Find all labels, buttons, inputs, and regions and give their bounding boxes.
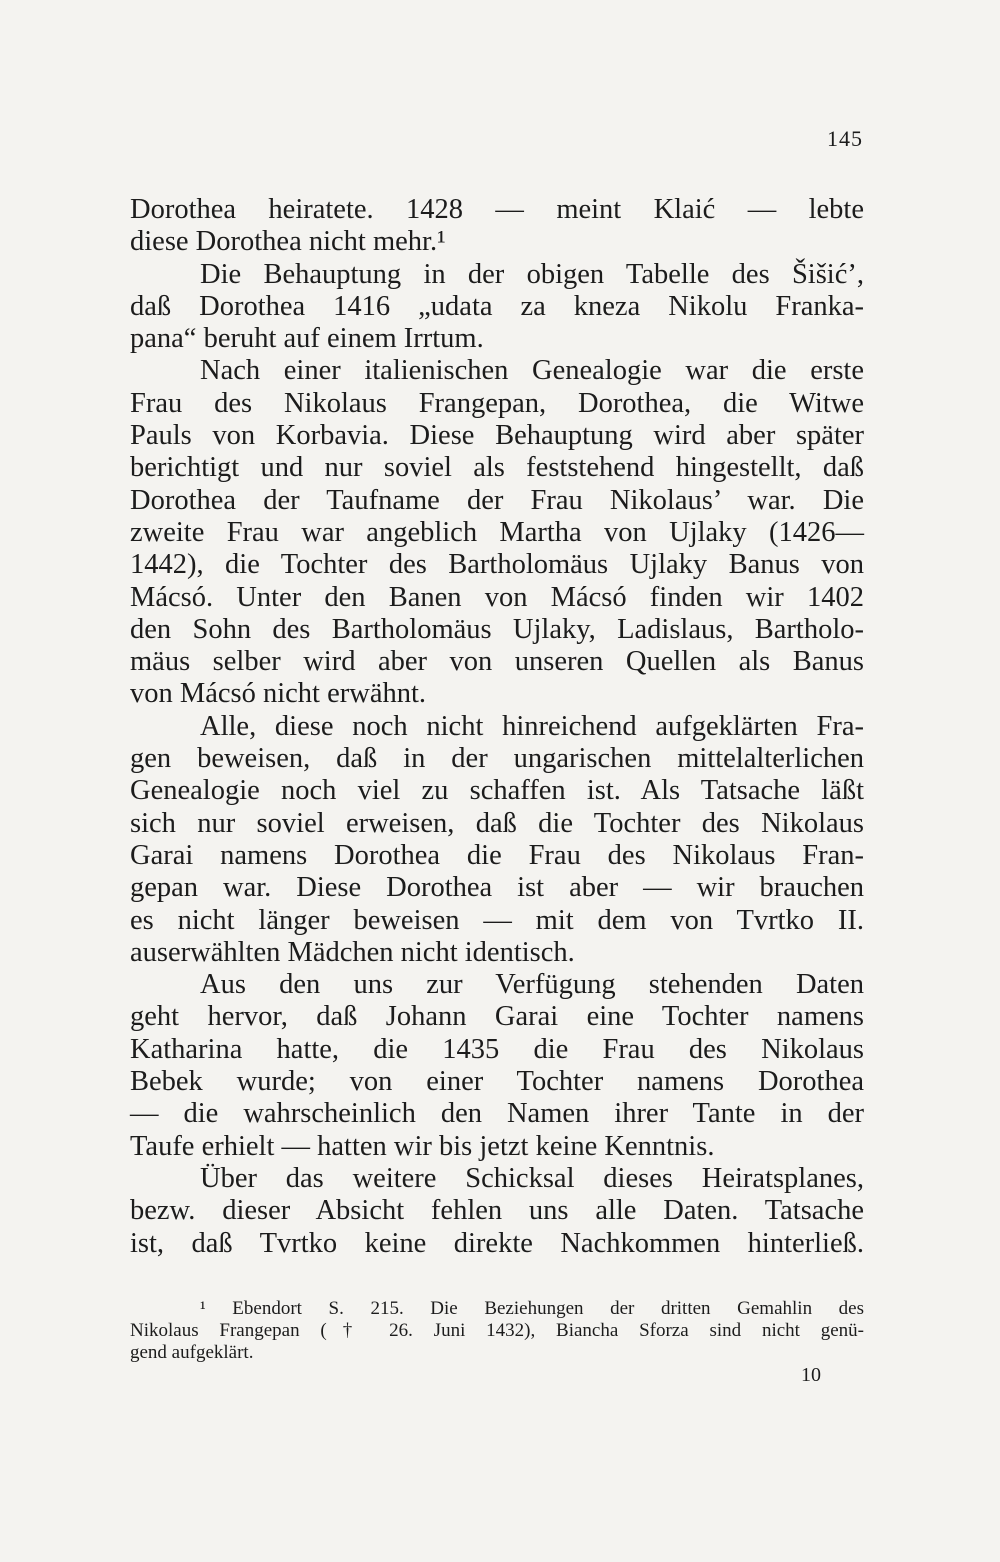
footnote-line: Nikolaus Frangepan († 26. Juni 1432), Biancha Sforza sind nicht genü- <box>130 1320 864 1341</box>
text-line: Über das weitere Schicksal dieses Heiratsplanes, <box>200 1162 864 1194</box>
text-line: Bebek wurde; von einer Tochter namens Dorothea <box>130 1066 864 1098</box>
text-line: diese Dorothea nicht mehr.¹ <box>130 226 446 258</box>
text-line: daß Dorothea 1416 „udata za kneza Nikolu Franka- <box>130 290 864 322</box>
text-line: zweite Frau war angeblich Martha von Ujlaky (1426— <box>130 516 864 548</box>
text-line: es nicht länger beweisen — mit dem von Tvrtko II. <box>130 904 864 936</box>
signature-mark: 10 <box>801 1364 821 1386</box>
footnote-line: gend aufgeklärt. <box>130 1342 254 1363</box>
text-line: bezw. dieser Absicht fehlen uns alle Daten. Tatsache <box>130 1195 864 1227</box>
text-line: Taufe erhielt — hatten wir bis jetzt keine Kenntnis. <box>130 1130 715 1162</box>
text-line: mäus selber wird aber von unseren Quellen als Banus <box>130 646 864 678</box>
text-line: 1442), die Tochter des Bartholomäus Ujlaky Banus von <box>130 549 864 581</box>
text-line: sich nur soviel erweisen, daß die Tochter des Nikolaus <box>130 807 864 839</box>
text-line: Garai namens Dorothea die Frau des Nikolaus Fran- <box>130 839 864 871</box>
text-line: Katharina hatte, die 1435 die Frau des Nikolaus <box>130 1033 864 1065</box>
text-line: gepan war. Diese Dorothea ist aber — wir brauchen <box>130 872 864 904</box>
body-text <box>130 194 864 1260</box>
text-line: Dorothea heiratete. 1428 — meint Klaić — lebte <box>130 194 864 225</box>
text-line: — die wahrscheinlich den Namen ihrer Tante in der <box>130 1098 864 1130</box>
page-number: 145 <box>827 126 863 151</box>
text-line: ist, daß Tvrtko keine direkte Nachkommen hinterließ. <box>130 1227 864 1259</box>
text-line: Genealogie noch viel zu schaffen ist. Als Tatsache läßt <box>130 775 864 807</box>
text-line: pana“ beruht auf einem Irrtum. <box>130 323 484 355</box>
text-line: Die Behauptung in der obigen Tabelle des Šišić’, <box>200 258 864 290</box>
text-line: Alle, diese noch nicht hinreichend aufgeklärten Fra- <box>200 710 864 742</box>
footnotes <box>130 1298 864 1364</box>
text-line: den Sohn des Bartholomäus Ujlaky, Ladislaus, Bartholo- <box>130 613 864 645</box>
text-line: auserwählten Mädchen nicht identisch. <box>130 936 575 968</box>
text-line: Dorothea der Taufname der Frau Nikolaus’ war. Die <box>130 484 864 516</box>
text-line: Pauls von Korbavia. Diese Behauptung wird aber später <box>130 420 864 452</box>
text-line: von Mácsó nicht erwähnt. <box>130 678 427 710</box>
text-line: Aus den uns zur Verfügung stehenden Daten <box>200 969 864 1001</box>
text-line: gen beweisen, daß in der ungarischen mittelalterlichen <box>130 743 864 775</box>
text-line: Frau des Nikolaus Frangepan, Dorothea, die Witwe <box>130 387 864 419</box>
text-line: geht hervor, daß Johann Garai eine Tochter namens <box>130 1001 864 1033</box>
text-line: Nach einer italienischen Genealogie war die erste <box>200 355 864 387</box>
footnote-line: ¹ Ebendort S. 215. Die Beziehungen der dritten Gemahlin des <box>200 1298 864 1319</box>
text-line: Mácsó. Unter den Banen von Mácsó finden wir 1402 <box>130 581 864 613</box>
text-line: berichtigt und nur soviel als feststehend hingestellt, daß <box>130 452 864 484</box>
